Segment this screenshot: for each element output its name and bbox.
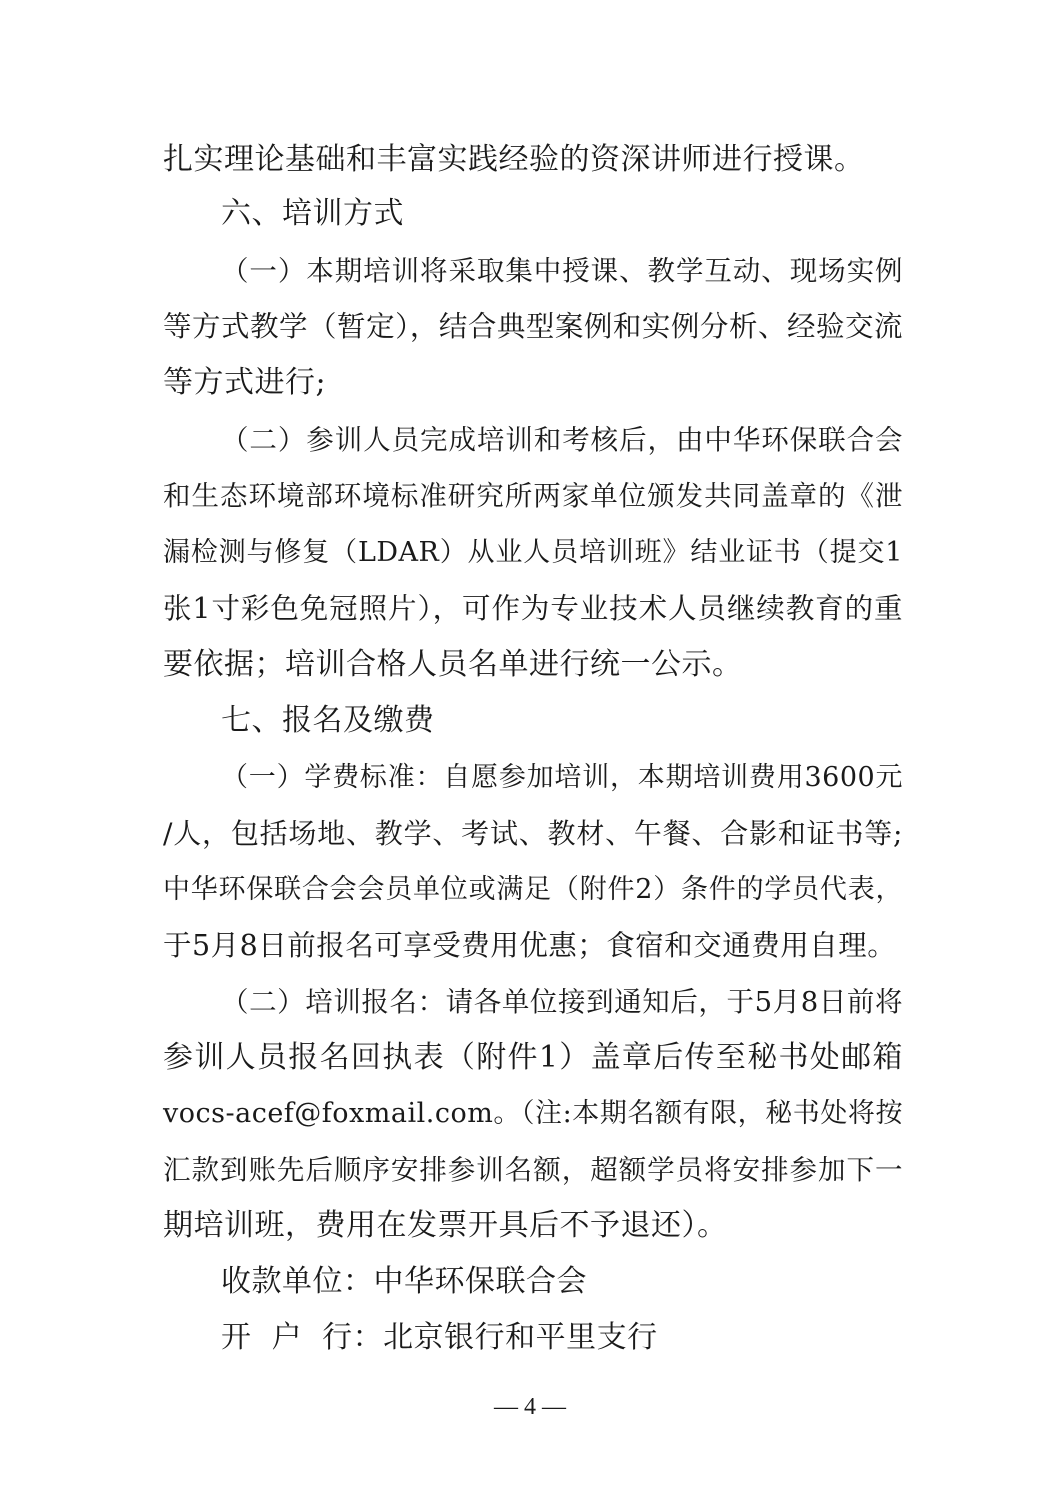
paragraph-line: 期培训班，费用在发票开具后不予退还）。 [163,1208,728,1243]
paragraph-line: 汇款到账先后顺序安排参训名额，超额学员将安排参加下一 [163,1154,903,1186]
page-number: — 4 — [494,1394,566,1420]
section-heading-registration: 七、报名及缴费 [221,703,435,738]
paragraph-line: （二）培训报名：请各单位接到通知后，于5月8日前将 [221,986,903,1018]
paragraph-line: vocs-acef@foxmail.com。（注:本期名额有限，秘书处将按 [163,1098,903,1129]
paragraph-line: （二）参训人员完成培训和考核后，由中华环保联合会 [221,424,903,456]
paragraph-line: 等方式教学（暂定），结合典型案例和实例分析、经验交流 [163,310,903,343]
paragraph-line: （一）本期培训将采取集中授课、教学互动、现场实例 [221,255,903,287]
paragraph-line: 要依据；培训合格人员名单进行统一公示。 [163,647,743,682]
section-heading-training-method: 六、培训方式 [221,196,404,231]
paragraph-line: 参训人员报名回执表（附件1）盖章后传至秘书处邮箱 [163,1040,903,1075]
payee-line: 收款单位：中华环保联合会 [221,1264,587,1299]
paragraph-line: 和生态环境部环境标准研究所两家单位颁发共同盖章的《泄 [163,480,903,512]
paragraph-line: （一）学费标准：自愿参加培训，本期培训费用3600元 [221,762,903,793]
paragraph-line: /人，包括场地、教学、考试、教材、午餐、合影和证书等; [163,817,903,850]
paragraph-line: 于5月8日前报名可享受费用优惠；食宿和交通费用自理。 [163,929,897,962]
bank-line: 开 户 行：北京银行和平里支行 [221,1320,658,1355]
paragraph-line: 等方式进行; [163,365,327,400]
paragraph-line: 漏检测与修复（LDAR）从业人员培训班》结业证书（提交1 [163,537,903,568]
paragraph-line: 扎实理论基础和丰富实践经验的资深讲师进行授课。 [163,142,865,177]
paragraph-line: 张1寸彩色免冠照片），可作为专业技术人员继续教育的重 [163,592,903,625]
paragraph-line: 中华环保联合会会员单位或满足（附件2）条件的学员代表， [163,874,903,905]
